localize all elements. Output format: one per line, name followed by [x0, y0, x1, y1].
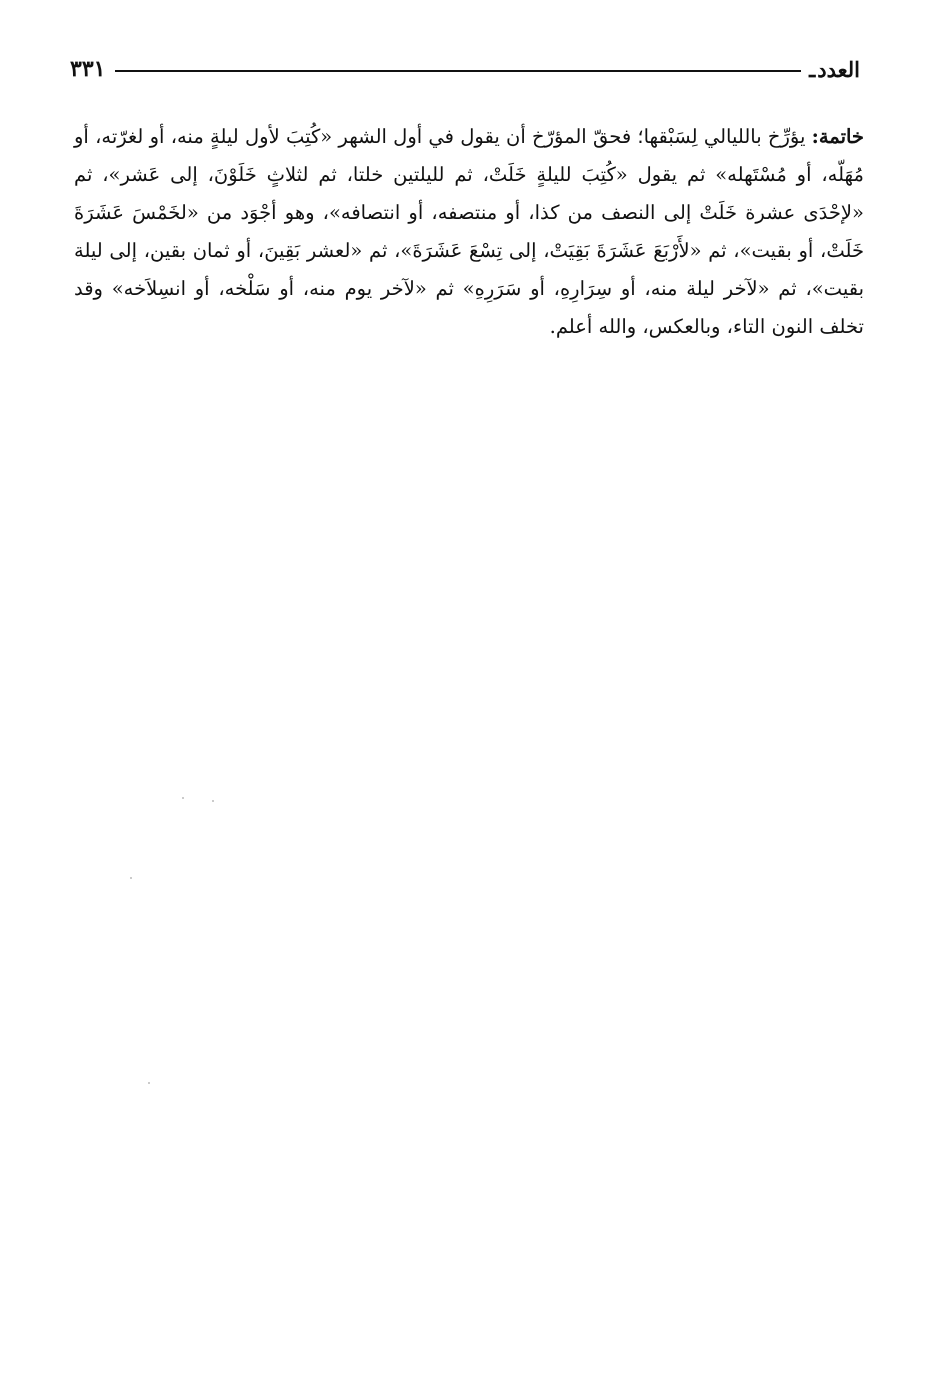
scan-speck	[212, 800, 214, 802]
body-paragraph	[74, 118, 864, 346]
header-rule	[115, 70, 801, 72]
scan-speck	[148, 1082, 150, 1084]
page-header	[70, 52, 860, 86]
paragraph-lead: خاتمة:	[811, 124, 864, 148]
running-head-dash: ـ	[809, 56, 816, 82]
scan-speck	[182, 797, 184, 799]
paragraph-text: يؤرِّخ بالليالي لِسَبْقها؛ فحقّ المؤرّخ أن يقول في أول الشهر «كُتِبَ لأول ليلةٍ منه، أو لغرّته، أو مُهَلّه، أو مُسْتَهله» ثم يقول «كُتِبَ لليلةٍ خَلَتْ، ثم لليلتين خلتا، ثم لثلاثٍ خَلَوْنَ، إلى عَشر»، ثم «لإحْدَى عشرة خَلَتْ إلى النصف من كذا، أو منتصفه، أو انتصافه»، وهو أجْوَد من «لخَمْسَ عَشَرَةَ خَلَتْ، أو بقيت»، ثم «لأَرْبَعَ عَشَرَةَ بَقِيَتْ، إلى تِسْعَ عَشَرَةَ»، ثم «لعشر بَقِينَ، أو ثمان بقين، إلى ليلة بقيت»، ثم «لآخر ليلة منه، أو سِرَارِهِ، أو سَرَرِهِ» ثم «لآخر يوم منه، أو سَلْخه، أو انسِلاَخه» وقد تخلف النون التاء، وبالعكس، والله أعلم.	[74, 124, 864, 338]
running-head: العدد	[817, 56, 860, 82]
page-number: ٣٣١	[70, 56, 106, 82]
scan-speck	[130, 877, 132, 879]
